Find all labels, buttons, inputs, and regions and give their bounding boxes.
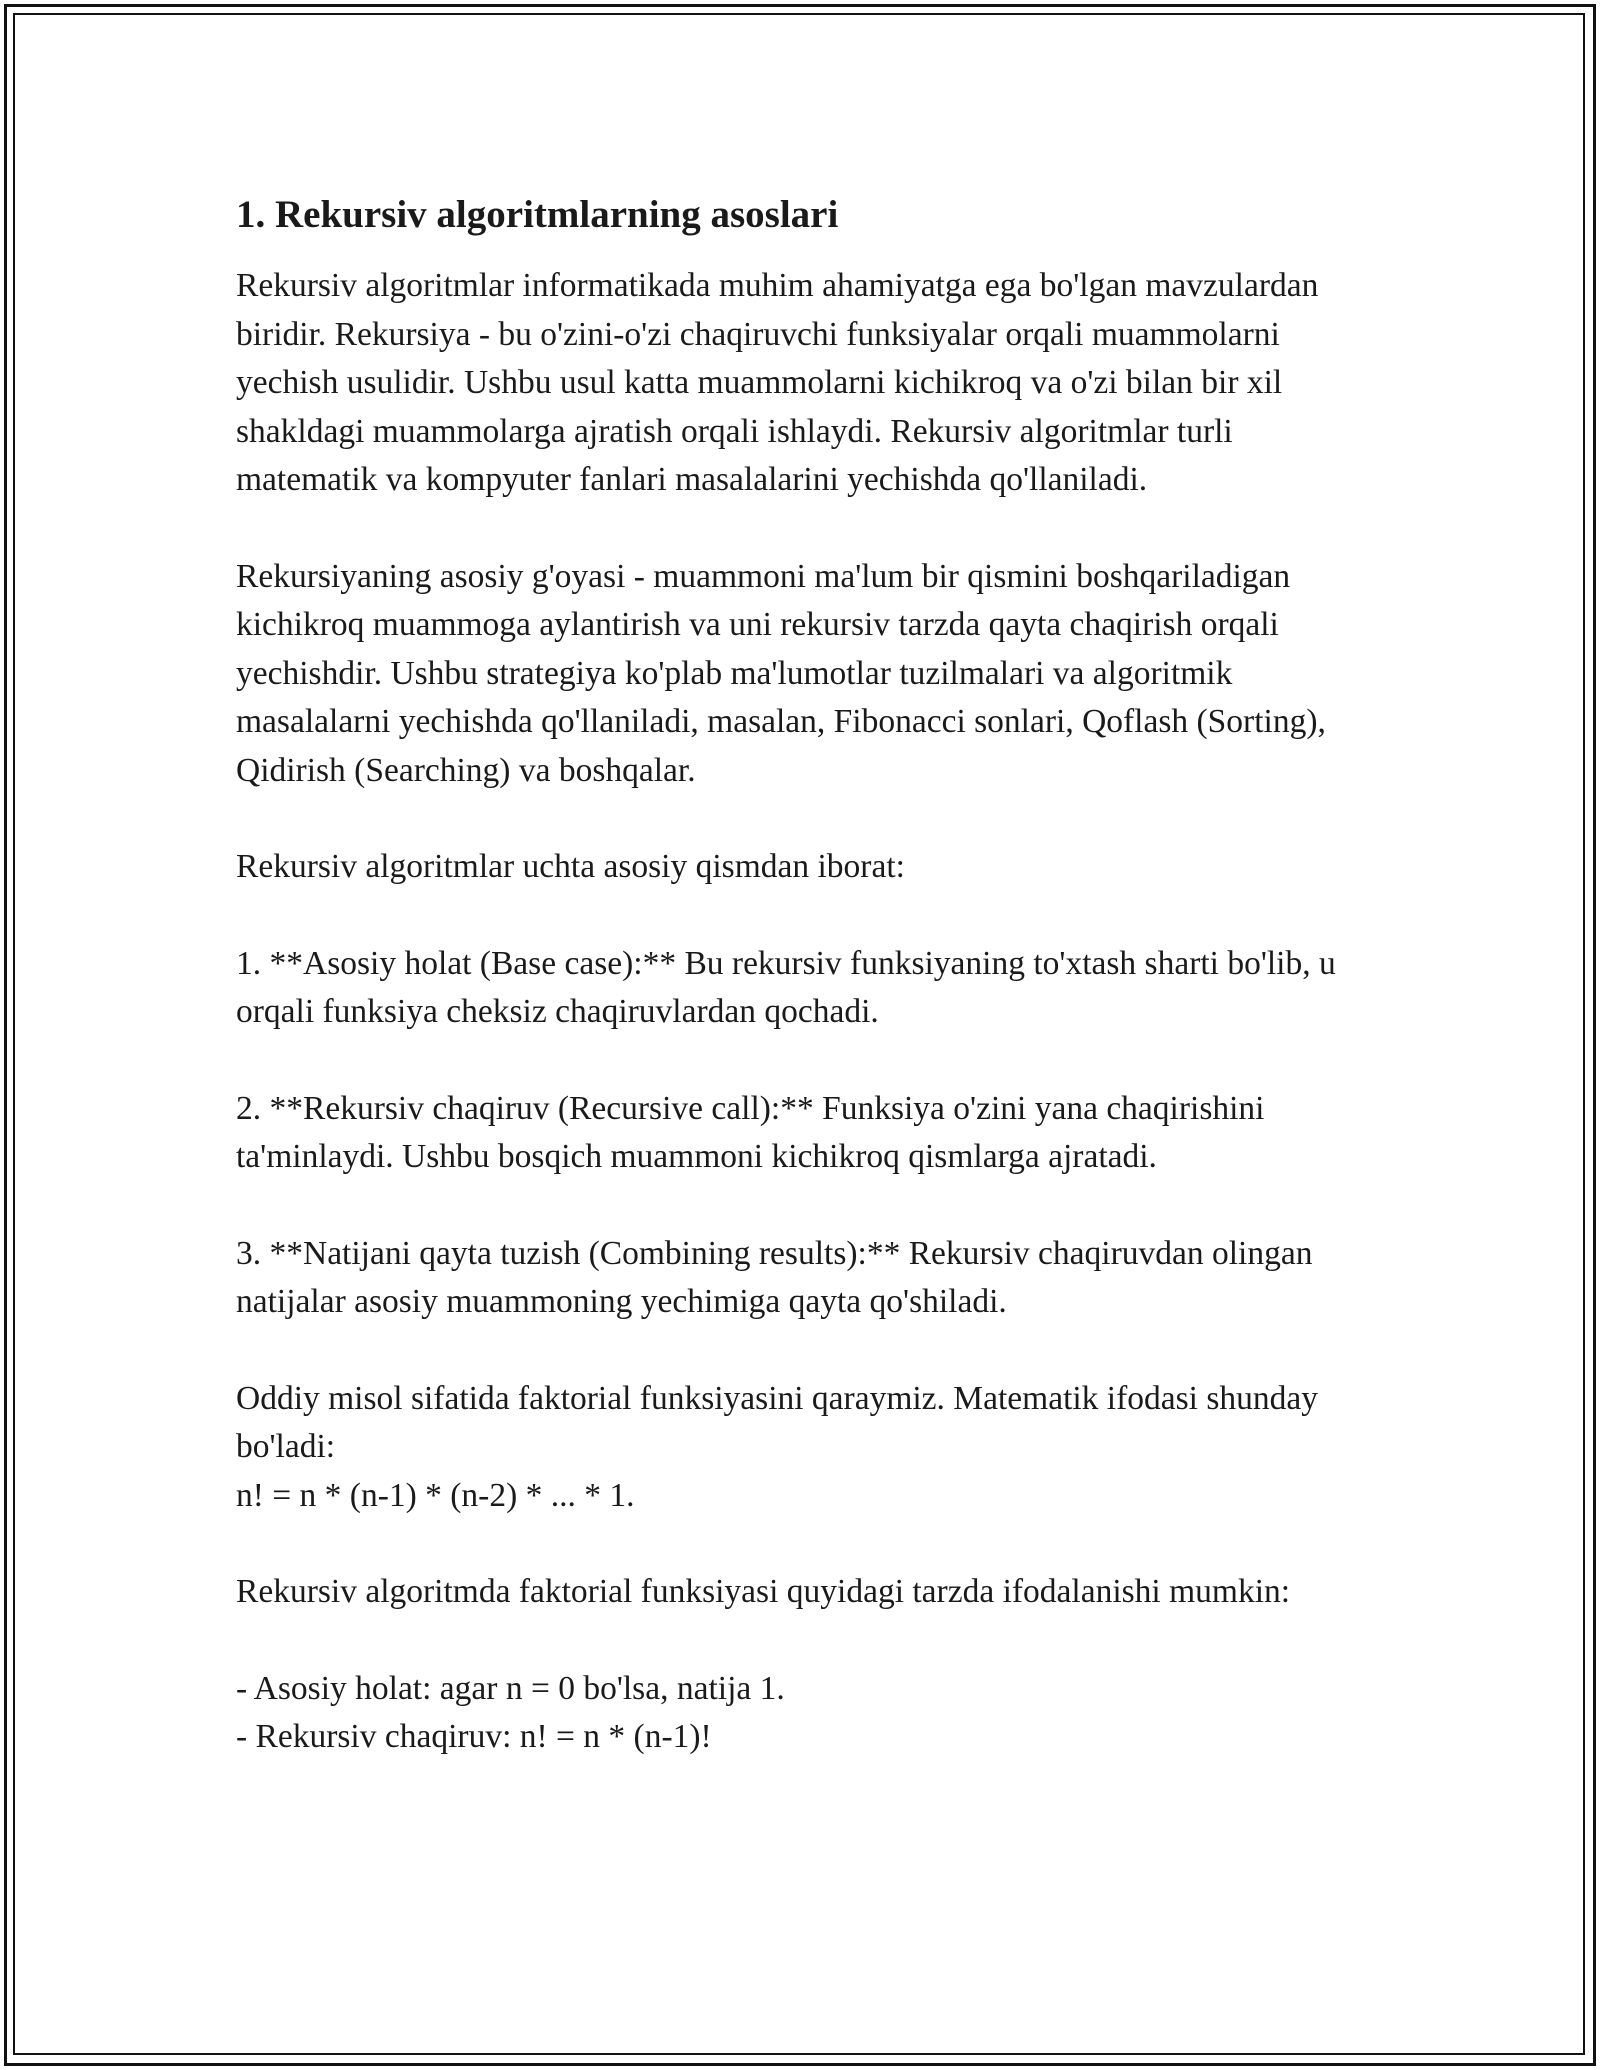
list-item-recursive-call: 2. **Rekursiv chaqiruv (Recursive call):** Funksiya o'zini yana chaqirishini ta'minlaydi. Ushbu bosqich muammoni kichikroq qismlarga ajratadi. <box>236 1089 1265 1175</box>
paragraph-main-idea: Rekursiyaning asosiy g'oyasi - muammoni ma'lum bir qismini boshqariladigan kichikroq muammoga aylantirish va uni rekursiv tarzda qayta chaqirish orqali yechishdir. Ushbu strategiya ko'plab ma'lumotlar tuzilmalari va algoritmik masalalarni yechishda qo'llaniladi, masalan, Fibonacci sonlari, Qoflash (Sorting), Qidirish (Searching) va boshqalar. <box>236 557 1326 789</box>
paragraph-parts-intro: Rekursiv algoritmlar uchta asosiy qismdan iborat: <box>236 848 905 885</box>
section-heading: 1. Rekursiv algoritmlarning asoslari <box>236 193 839 236</box>
list-item-base-case: 1. **Asosiy holat (Base case):** Bu rekursiv funksiyaning to'xtash sharti bo'lib, u orqali funksiya cheksiz chaqiruvlardan qochadi. <box>236 944 1336 1030</box>
document-body <box>236 190 1376 1762</box>
paragraph-factorial-example: Oddiy misol sifatida faktorial funksiyasini qaraymiz. Matematik ifodasi shunday bo'ladi: n! = n * (n-1) * (n-2) * ... * 1. <box>236 1379 1319 1514</box>
paragraph-factorial-recursive: Rekursiv algoritmda faktorial funksiyasi quyidagi tarzda ifodalanishi mumkin: <box>236 1573 1291 1610</box>
paragraph-intro: Rekursiv algoritmlar informatikada muhim ahamiyatga ega bo'lgan mavzulardan biridir. Rekursiya - bu o'zini-o'zi chaqiruvchi funksiyalar orqali muammolarni yechish usulidir. Ushbu usul katta muammolarni kichikroq va o'zi bilan bir xil shakldagi muammolarga ajratish orqali ishlaydi. Rekursiv algoritmlar turli matematik va kompyuter fanlari masalalarini yechishda qo'llaniladi. <box>236 267 1319 498</box>
factorial-rules-list: - Asosiy holat: agar n = 0 bo'lsa, natija 1. - Rekursiv chaqiruv: n! = n * (n-1)! <box>236 1669 785 1755</box>
list-item-combining-results: 3. **Natijani qayta tuzish (Combining results):** Rekursiv chaqiruvdan olingan natijalar asosiy muammoning yechimiga qayta qo'shiladi. <box>236 1234 1313 1320</box>
